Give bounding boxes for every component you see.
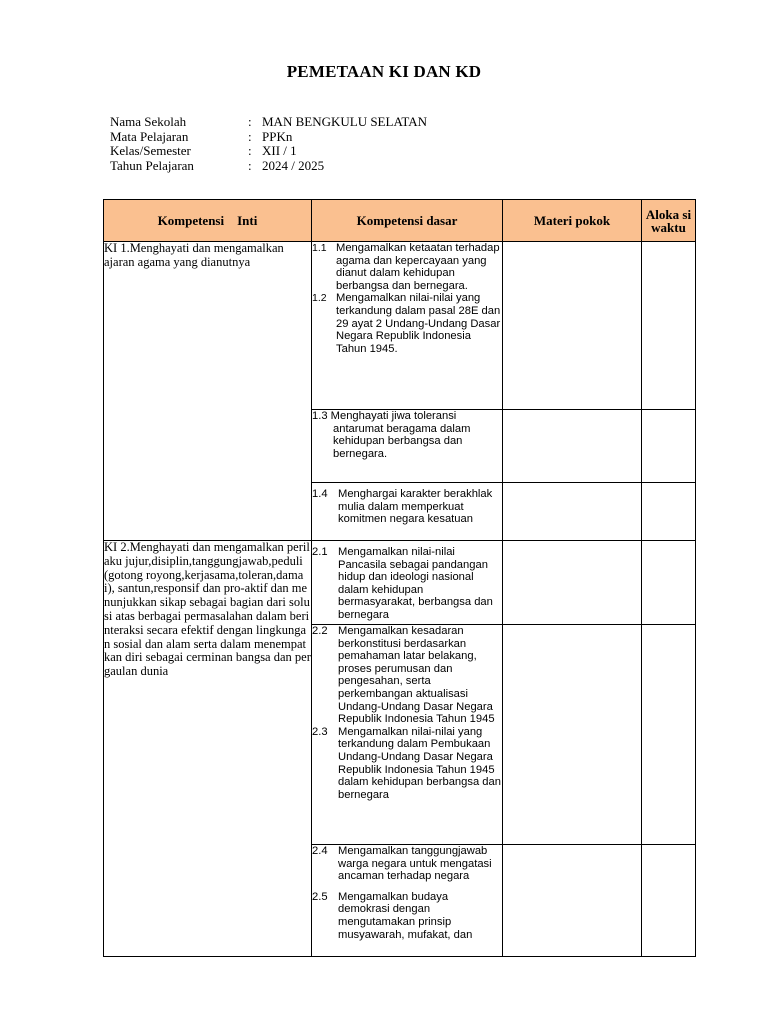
materi-cell	[503, 242, 642, 410]
kd-text: Menghargai karakter berakhlak mulia dalam memperkuat komitmen negara kesatuan	[338, 488, 493, 526]
alokasi-cell	[642, 410, 696, 483]
info-row-subject	[110, 130, 427, 145]
kd-number: 1.1	[312, 242, 327, 254]
kd-cell	[312, 541, 503, 625]
kd-number: 2.4	[312, 845, 328, 857]
materi-cell	[503, 483, 642, 541]
kd-item	[312, 546, 502, 622]
kd-cell	[312, 845, 503, 957]
kd-cell	[312, 625, 503, 845]
kd-number: 2.1	[312, 546, 328, 558]
alokasi-cell	[642, 483, 696, 541]
info-label: Tahun Pelajaran	[110, 157, 194, 173]
kd-item	[312, 625, 502, 726]
table-row	[104, 541, 696, 625]
header-kompetensi-dasar: Kompetensi dasar	[312, 200, 503, 242]
info-row-class	[110, 144, 427, 159]
kd-text: Mengamalkan kesadaran berkonstitusi berdasarkan pemahaman latar belakang, proses perumusan dan pengesahan, serta perkembangan aktualisasi Undang-Undang Dasar Negara Republik Indonesia Tahun 1945	[338, 625, 495, 726]
materi-cell	[503, 625, 642, 845]
kd-item	[312, 488, 502, 526]
kd-number: 2.5	[312, 890, 328, 903]
kd-text: Mengamalkan nilai-nilai yang terkandung dalam Pembukaan Undang-Undang Dasar Negara Republik Indonesia Tahun 1945 dalam kehidupan berbangsa dan bernegara	[338, 725, 501, 801]
header-materi-pokok: Materi pokok	[503, 200, 642, 242]
materi-cell	[503, 845, 642, 957]
materi-cell	[503, 541, 642, 625]
kd-cell	[312, 410, 503, 483]
kd-number: 2.3	[312, 725, 328, 738]
info-value: XII / 1	[262, 143, 297, 158]
info-label: Kelas/Semester	[110, 143, 191, 158]
kd-item	[312, 891, 502, 941]
kd-number: 1.3	[312, 410, 328, 422]
kd-text: Menghayati jiwa toleransi antarumat beragama dalam kehidupan berbangsa dan bernegara.	[330, 410, 471, 460]
school-info	[110, 115, 427, 173]
info-value: PPKn	[262, 128, 293, 144]
info-sep: :	[248, 157, 252, 173]
kd-cell	[312, 483, 503, 541]
kd-text: Mengamalkan tanggungjawab warga negara untuk mengatasi ancaman terhadap negara	[338, 845, 492, 883]
document-title: PEMETAAN KI DAN KD	[286, 62, 482, 81]
kd-item	[312, 292, 502, 355]
mapping-table	[103, 199, 696, 957]
header-alokasi-waktu: Aloka si waktu	[642, 200, 696, 242]
table-row	[104, 242, 696, 410]
info-label: Mata Pelajaran	[110, 128, 189, 144]
header-kompetensi-inti: Kompetensi Inti	[104, 200, 312, 242]
kd-text: Mengamalkan nilai-nilai Pancasila sebagai pandangan hidup dan ideologi nasional dalam kehidupan bermasyarakat, berbangsa dan bernegara	[338, 546, 493, 621]
kd-cell	[312, 242, 503, 410]
info-row-school	[110, 115, 427, 130]
kd-number: 1.2	[312, 292, 327, 305]
info-label: Nama Sekolah	[110, 114, 187, 129]
ki-1-cell: KI 1.Menghayati dan mengamalkan ajaran agama yang dianutnya	[104, 242, 312, 541]
kd-item	[312, 726, 502, 802]
info-sep: :	[248, 114, 252, 129]
alokasi-cell	[642, 541, 696, 625]
kd-item	[312, 410, 502, 460]
kd-text: Mengamalkan budaya demokrasi dengan mengutamakan prinsip musyawarah, mufakat, dan	[338, 890, 473, 941]
materi-cell	[503, 410, 642, 483]
alokasi-cell	[642, 625, 696, 845]
kd-item	[312, 242, 502, 292]
info-row-year	[110, 159, 427, 174]
ki-2-cell: KI 2.Menghayati dan mengamalkan perilaku jujur,disiplin,tanggungjawab,peduli (gotong royong,kerjasama,toleran,damai), santun,responsif dan pro-aktif dan menunjukkan sikap sebagai bagian dari solusi atas berbagai permasalahan dalam berinteraksi secara efektif dengan lingkungan sosial dan alam serta dalam menempatkan diri sebagai cerminan bangsa dan pergaulan dunia	[104, 541, 312, 957]
alokasi-cell	[642, 242, 696, 410]
info-value: 2024 / 2025	[262, 157, 325, 173]
kd-text: Mengamalkan ketaatan terhadap agama dan kepercayaan yang dianut dalam kehidupan berbangsa dan bernegara.	[336, 242, 500, 292]
info-sep: :	[248, 128, 252, 144]
info-sep: :	[248, 143, 252, 158]
kd-text: Mengamalkan nilai-nilai yang terkandung dalam pasal 28E dan 29 ayat 2 Undang-Undang Dasar Negara Republik Indonesia Tahun 1945.	[336, 292, 501, 355]
kd-number: 1.4	[312, 488, 328, 500]
info-value: MAN BENGKULU SELATAN	[262, 114, 428, 129]
kd-number: 2.2	[312, 625, 328, 637]
alokasi-cell	[642, 845, 696, 957]
kd-item	[312, 845, 502, 883]
header-row	[104, 200, 696, 242]
